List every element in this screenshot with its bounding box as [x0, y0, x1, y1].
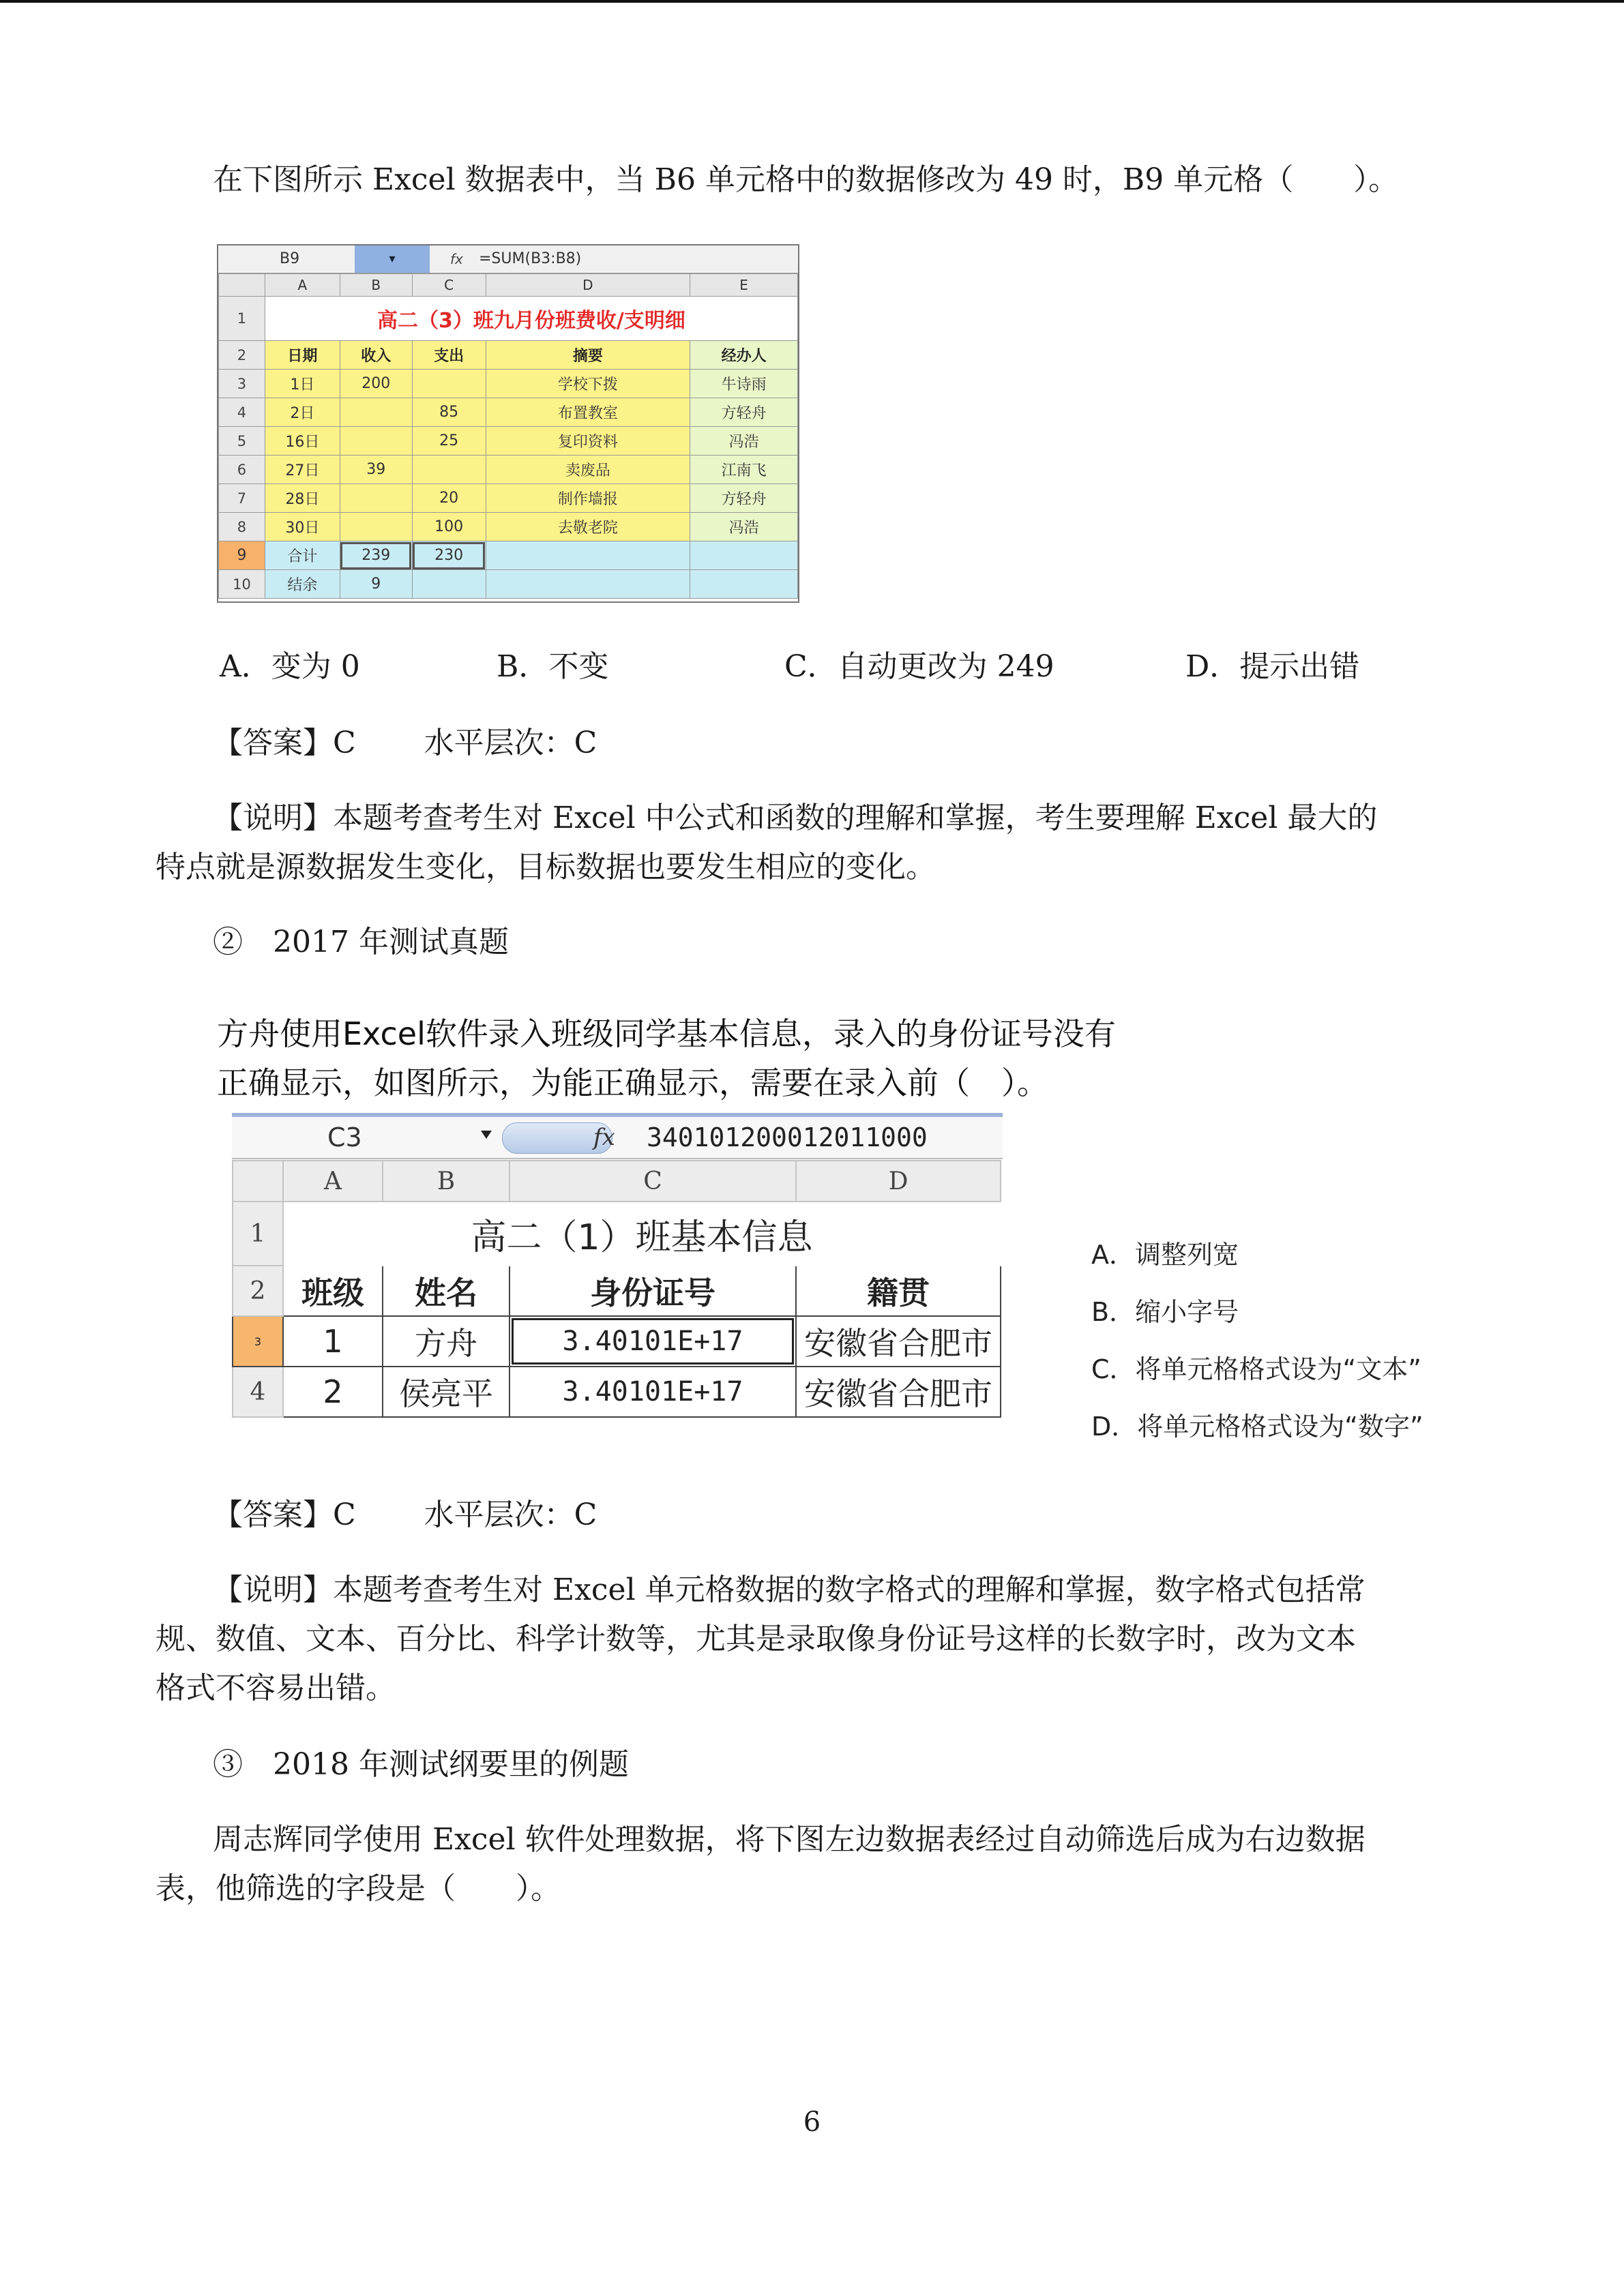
cell: 方轻舟	[690, 398, 798, 427]
sheet-grid	[232, 1160, 1001, 1418]
cell: 230	[412, 541, 486, 570]
col-header: C	[510, 1161, 796, 1202]
table-row	[219, 398, 798, 427]
cell: 20	[412, 484, 486, 513]
header-cell: 籍贯	[796, 1266, 1001, 1316]
name-box: B9	[280, 250, 300, 267]
row-header: 2	[233, 1266, 283, 1316]
cell	[690, 541, 798, 570]
sheet-grid	[218, 273, 798, 599]
sheet-title: 高二（1）班基本信息	[283, 1202, 1001, 1266]
cell: 30日	[265, 513, 340, 541]
formula-text: =SUM(B3:B8)	[479, 250, 582, 267]
header-cell: 摘要	[486, 341, 690, 370]
cell	[340, 398, 412, 427]
cell: 冯浩	[690, 513, 798, 541]
cell: 2	[283, 1367, 383, 1417]
cell: 卖废品	[486, 456, 690, 484]
balance-row	[219, 570, 798, 599]
table-row	[219, 370, 798, 398]
q1-explain-1: 【说明】本题考查考生对 Excel 中公式和函数的理解和掌握，考生要理解 Excel 最大的	[213, 801, 1378, 835]
total-row	[219, 541, 798, 570]
cell: 3.40101E+17	[510, 1367, 796, 1417]
row-header: 9	[219, 541, 265, 570]
fx-icon: fx	[450, 251, 463, 267]
formula-bar	[232, 1117, 1003, 1159]
cell	[340, 484, 412, 513]
q1-option-b: B．不变	[497, 649, 609, 684]
header-cell: 姓名	[383, 1266, 510, 1316]
table-row	[233, 1367, 1001, 1417]
cell: 结余	[265, 570, 340, 599]
q1-answer-line	[213, 719, 597, 768]
cell: 方轻舟	[690, 484, 798, 513]
sheet-title: 高二（3）班九月份班费收/支明细	[265, 297, 797, 341]
q2-stem-2: 正确显示，如图所示，为能正确显示，需要在录入前（ ）。	[217, 1064, 1048, 1101]
cell: 学校下拨	[486, 370, 690, 398]
q2-stem-1: 方舟使用Excel软件录入班级同学基本信息，录入的身份证号没有	[217, 1015, 1116, 1052]
cell: 27日	[265, 456, 340, 484]
col-header: D	[796, 1161, 1001, 1202]
table-row	[219, 484, 798, 513]
cell: 侯亮平	[383, 1367, 510, 1417]
q3-stem-2: 表，他筛选的字段是（ ）。	[156, 1871, 561, 1906]
row-header: 3	[233, 1316, 283, 1367]
q2-answer: 【答案】C	[213, 1497, 356, 1532]
section-2-heading: ② 2017 年测试真题	[213, 925, 509, 959]
row-header: 1	[219, 297, 265, 341]
q2-explain-2: 规、数值、文本、百分比、科学计数等，尤其是录取像身份证号这样的长数字时，改为文本	[156, 1622, 1356, 1656]
row-header: 1	[233, 1202, 283, 1266]
row-header: 10	[219, 570, 265, 599]
cell: 牛诗雨	[690, 370, 798, 398]
col-header: D	[486, 274, 690, 297]
selected-cell-c3: 3.40101E+17	[510, 1316, 796, 1367]
cell: 安徽省合肥市	[796, 1367, 1001, 1417]
excel-figure-2	[232, 1113, 1003, 1454]
cell: 25	[412, 427, 486, 456]
q2-option-b: B．缩小字号	[1091, 1297, 1239, 1327]
q2-option-a: A．调整列宽	[1091, 1240, 1239, 1270]
q3-stem-1: 周志辉同学使用 Excel 软件处理数据，将下图左边数据表经过自动筛选后成为右边数据	[213, 1822, 1365, 1857]
row-header: 6	[219, 456, 265, 484]
cell: 布置教室	[486, 398, 690, 427]
name-box: C3	[327, 1122, 362, 1152]
fx-icon: fx	[593, 1124, 615, 1151]
q1-option-d: D．提示出错	[1185, 649, 1360, 684]
header-cell: 班级	[283, 1266, 383, 1316]
q2-option-d: D．将单元格格式设为“数字”	[1091, 1412, 1423, 1442]
name-box-dropdown-icon: ▾	[355, 245, 430, 273]
q1-answer: 【答案】C	[213, 726, 356, 760]
page-top-border	[0, 0, 1624, 3]
header-cell: 日期	[265, 341, 340, 370]
cell: 28日	[265, 484, 340, 513]
page-number: 6	[803, 2106, 821, 2138]
q1-option-a: A．变为 0	[220, 649, 360, 684]
selected-cell-b9: 239	[340, 541, 412, 570]
row-header: 3	[219, 370, 265, 398]
header-cell: 经办人	[690, 341, 798, 370]
cell	[412, 456, 486, 484]
formula-text: 340101200012011000	[647, 1122, 928, 1152]
cell: 去敬老院	[486, 513, 690, 541]
formula-bar	[218, 245, 798, 273]
name-box-dropdown-icon	[481, 1131, 492, 1139]
cell: 39	[340, 456, 412, 484]
col-header: B	[383, 1161, 510, 1202]
cell: 85	[412, 398, 486, 427]
cell: 复印资料	[486, 427, 690, 456]
cell: 安徽省合肥市	[796, 1316, 1001, 1367]
table-row	[219, 456, 798, 484]
cell: 16日	[265, 427, 340, 456]
q1-level: 水平层次：C	[424, 726, 597, 760]
q1-option-c: C．自动更改为 249	[784, 649, 1054, 684]
cell: 1日	[265, 370, 340, 398]
row-header: 4	[219, 398, 265, 427]
cell	[690, 570, 798, 599]
row-header: 2	[219, 341, 265, 370]
q2-level: 水平层次：C	[424, 1497, 597, 1532]
cell	[340, 427, 412, 456]
cell: 200	[340, 370, 412, 398]
cell	[412, 370, 486, 398]
header-cell: 收入	[340, 341, 412, 370]
table-row	[219, 427, 798, 456]
cell: 1	[283, 1316, 383, 1367]
cell	[412, 570, 486, 599]
cell: 100	[412, 513, 486, 541]
cell: 制作墙报	[486, 484, 690, 513]
row-header: 8	[219, 513, 265, 541]
cell: 合计	[265, 541, 340, 570]
col-header: A	[265, 274, 340, 297]
q2-explain-1: 【说明】本题考查考生对 Excel 单元格数据的数字格式的理解和掌握，数字格式包括常	[213, 1572, 1365, 1607]
header-cell: 支出	[412, 341, 486, 370]
col-header: A	[283, 1161, 383, 1202]
row-header: 4	[233, 1367, 283, 1417]
q1-explain-2: 特点就是源数据发生变化，目标数据也要发生相应的变化。	[156, 850, 936, 884]
cell: 2日	[265, 398, 340, 427]
cell: 冯浩	[690, 427, 798, 456]
row-header: 5	[219, 427, 265, 456]
excel-figure-1	[217, 244, 799, 603]
cell	[340, 513, 412, 541]
table-row	[233, 1316, 1001, 1367]
cell: 方舟	[383, 1316, 510, 1367]
section-3-heading: ③ 2018 年测试纲要里的例题	[213, 1747, 629, 1782]
q2-answer-line	[213, 1491, 597, 1540]
col-header: E	[690, 274, 798, 297]
cell: 9	[340, 570, 412, 599]
col-header: C	[412, 274, 486, 297]
q2-explain-3: 格式不容易出错。	[156, 1671, 396, 1705]
cell	[486, 570, 690, 599]
col-header: B	[340, 274, 412, 297]
corner-cell	[219, 274, 265, 297]
q1-stem: 在下图所示 Excel 数据表中，当 B6 单元格中的数据修改为 49 时，B9 单元格（ ）。	[213, 162, 1399, 197]
table-row	[219, 513, 798, 541]
cell: 江南飞	[690, 456, 798, 484]
header-cell: 身份证号	[510, 1266, 796, 1316]
cell	[486, 541, 690, 570]
corner-cell	[233, 1161, 283, 1202]
q2-option-c: C．将单元格格式设为“文本”	[1091, 1354, 1421, 1384]
row-header: 7	[219, 484, 265, 513]
